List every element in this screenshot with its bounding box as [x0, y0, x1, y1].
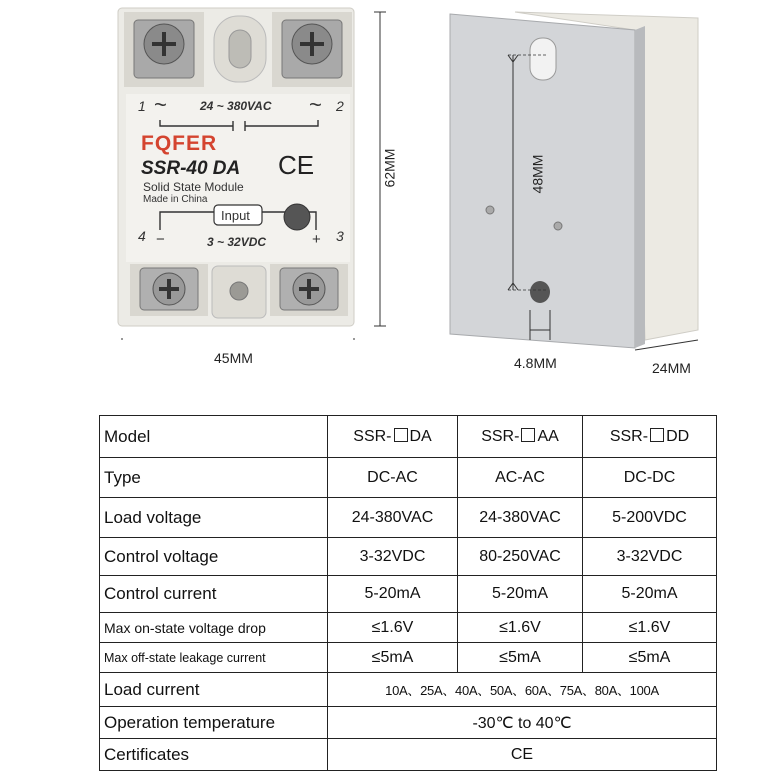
row-label: Load voltage: [100, 498, 328, 538]
table-row: [100, 416, 717, 458]
table-row: [100, 458, 717, 498]
table-cell: AC-AC: [458, 458, 583, 498]
table-cell: ≤1.6V: [458, 613, 583, 643]
depth-dimension-label: 24MM: [652, 360, 691, 376]
model-cell: [458, 416, 583, 458]
row-label: Type: [100, 458, 328, 498]
table-row: [100, 673, 717, 707]
height-dimension-label: 62MM: [381, 148, 398, 188]
table-cell: 10A、25A、40A、50A、60A、75A、80A、100A: [328, 673, 717, 707]
table-cell: ≤1.6V: [328, 613, 458, 643]
placeholder-box-icon: [521, 428, 535, 442]
terminal-2-label: 2: [336, 98, 344, 114]
input-label: Input: [221, 208, 250, 223]
module-subtitle: Solid State Module: [143, 180, 244, 194]
ce-mark: CE: [278, 150, 315, 180]
table-row: [100, 613, 717, 643]
spec-table: [99, 415, 717, 771]
model-suffix: DD: [666, 427, 690, 445]
model-cell: [583, 416, 717, 458]
table-cell: 24-380VAC: [328, 498, 458, 538]
table-cell: ≤5mA: [328, 643, 458, 673]
row-label: Model: [100, 416, 328, 458]
table-row: [100, 643, 717, 673]
input-voltage-range: 3 ~ 32VDC: [207, 235, 267, 249]
model-suffix: AA: [537, 427, 559, 445]
terminal-4-label: 4: [138, 228, 146, 244]
row-label: Max on-state voltage drop: [100, 613, 328, 643]
table-cell: 5-20mA: [583, 576, 717, 613]
width-dimension-label: 45MM: [214, 350, 253, 366]
table-cell: 3-32VDC: [328, 538, 458, 576]
placeholder-box-icon: [394, 428, 408, 442]
table-row: [100, 538, 717, 576]
row-label: Certificates: [100, 739, 328, 771]
table-row: [100, 739, 717, 771]
model-cell: [328, 416, 458, 458]
row-label: Operation temperature: [100, 707, 328, 739]
table-cell: DC-AC: [328, 458, 458, 498]
model-prefix: SSR-: [353, 427, 392, 445]
table-row: [100, 707, 717, 739]
row-label: Control current: [100, 576, 328, 613]
brand-logo: FQFER: [141, 132, 218, 155]
model-name: SSR-40 DA: [141, 158, 241, 179]
table-cell: 5-200VDC: [583, 498, 717, 538]
table-cell: 3-32VDC: [583, 538, 717, 576]
terminal-2-tilde: ~: [309, 92, 322, 117]
minus-sign: −: [156, 231, 165, 248]
table-cell: DC-DC: [583, 458, 717, 498]
relay-back-image: [430, 0, 760, 380]
row-label: Load current: [100, 673, 328, 707]
placeholder-box-icon: [650, 428, 664, 442]
terminal-1-label: 1: [138, 98, 146, 114]
table-cell: 5-20mA: [458, 576, 583, 613]
hole-size-dimension-label: 4.8MM: [514, 355, 557, 371]
table-cell: ≤5mA: [583, 643, 717, 673]
model-prefix: SSR-: [609, 427, 649, 445]
row-label: Max off-state leakage current: [100, 643, 328, 673]
table-cell: -30℃ to 40℃: [328, 707, 717, 739]
terminal-1-tilde: ~: [154, 92, 167, 117]
table-cell: 24-380VAC: [458, 498, 583, 538]
made-in-label: Made in China: [143, 194, 208, 205]
table-cell: 80-250VAC: [458, 538, 583, 576]
table-cell: CE: [328, 739, 717, 771]
row-label: Control voltage: [100, 538, 328, 576]
table-row: [100, 498, 717, 538]
table-cell: ≤1.6V: [583, 613, 717, 643]
table-cell: 5-20mA: [328, 576, 458, 613]
table-row: [100, 576, 717, 613]
model-prefix: SSR-: [481, 427, 520, 445]
load-voltage-range: 24 ~ 380VAC: [200, 99, 272, 113]
hole-span-dimension-label: 48MM: [529, 154, 546, 194]
model-suffix: DA: [409, 427, 432, 445]
table-cell: ≤5mA: [458, 643, 583, 673]
plus-sign: +: [312, 231, 321, 248]
terminal-3-label: 3: [336, 228, 344, 244]
